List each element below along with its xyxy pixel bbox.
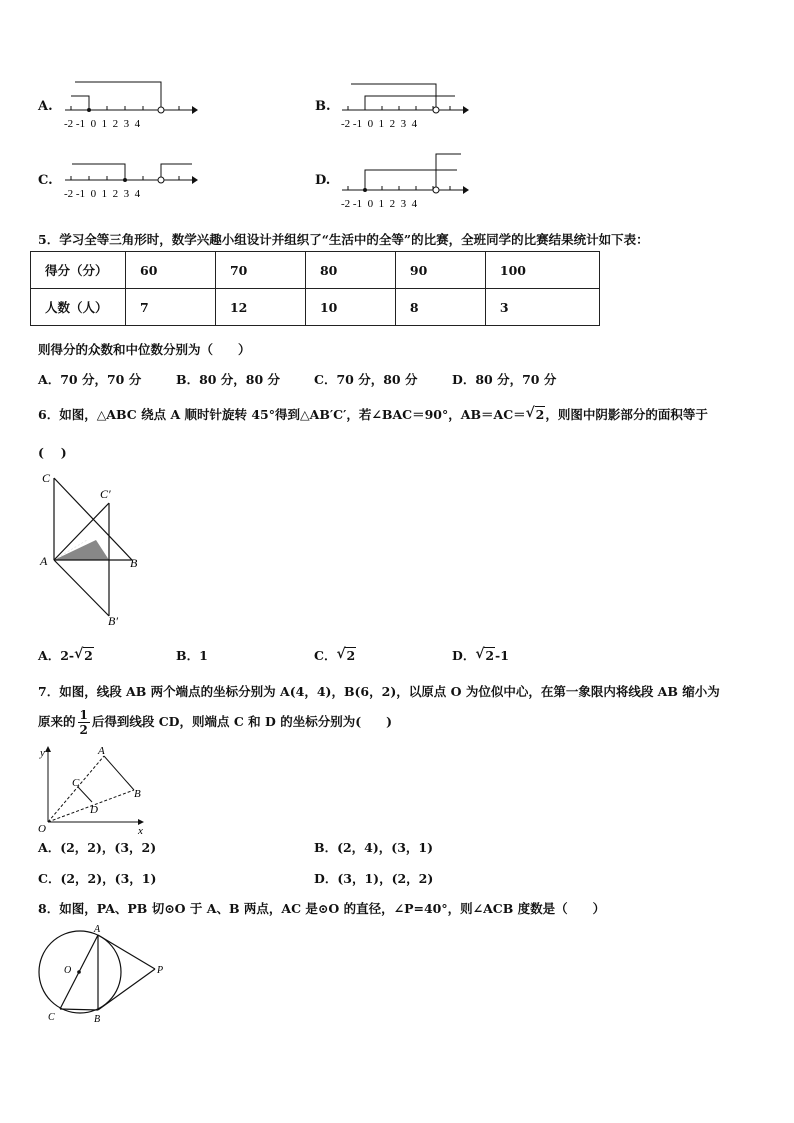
- q8-text: 8．如图，PA、PB 切⊙O 于 A、B 两点，AC 是⊙O 的直径，∠P=40°，则∠ACB 度数是（ ）: [38, 901, 606, 916]
- tick-labels: -2 -1 0 1 2 3 4: [64, 118, 141, 130]
- q8-circle-figure: [30, 922, 175, 1027]
- label-c-prime: C′: [100, 487, 111, 501]
- q7-coordinate-figure: [36, 744, 151, 834]
- tick-labels: -2 -1 0 1 2 3 4: [341, 198, 418, 210]
- table-row: [31, 252, 600, 289]
- q6-paren: ( ): [38, 445, 67, 460]
- q7-option-c: C．(2，2)，(3，1): [38, 871, 157, 886]
- q6-option-b: B．1: [176, 648, 208, 663]
- q5-option-c: C．70 分，80 分: [314, 372, 418, 387]
- label-b-prime: B′: [108, 614, 118, 628]
- table-cell: 8: [395, 289, 485, 326]
- q6-text-before: 6．如图，△ABC 绕点 A 顺时针旋转 45°得到△AB′C′，若∠BAC＝90°，AB＝AC＝: [38, 407, 526, 422]
- label-a: A: [94, 924, 101, 935]
- label-o: O: [38, 823, 46, 834]
- label-d: D: [90, 804, 98, 816]
- fraction-one-half: $\frac{1}{2}$: [79, 708, 88, 737]
- q6-option-d: D． √ 2-1: [452, 646, 509, 663]
- table-cell: 10: [305, 289, 395, 326]
- label-a: A: [98, 745, 105, 757]
- radicand: 2: [535, 407, 545, 422]
- q7-option-b: B．(2，4)，(3，1): [314, 840, 434, 855]
- sqrt-symbol: √ 2: [525, 405, 545, 422]
- label-o: O: [64, 965, 72, 976]
- number-line-c: [60, 150, 200, 208]
- q6-rotation-figure: [36, 468, 151, 630]
- label-c: C: [48, 1012, 55, 1023]
- q5-option-a: A．70 分，70 分: [38, 372, 142, 387]
- label-p: P: [157, 965, 164, 976]
- label-b: B: [130, 556, 138, 570]
- table-cell: 90: [395, 252, 485, 289]
- label-b: B: [134, 788, 141, 800]
- label-c: C: [42, 471, 51, 485]
- q6-option-c: C． √ 2: [314, 646, 356, 663]
- q6-option-a: A．2- √ 2: [38, 646, 93, 663]
- q7-line2: 原来的 $\frac{1}{2}$ 后得到线段 CD，则端点 C 和 D 的坐标分别为( ): [38, 708, 393, 737]
- label-c: C: [72, 777, 80, 789]
- tick-labels: -2 -1 0 1 2 3 4: [341, 118, 418, 130]
- table-cell: 7: [126, 289, 216, 326]
- table-cell: 60: [126, 252, 216, 289]
- q7-option-a: A．(2，2)，(3，2): [38, 840, 157, 855]
- q7-line1: 7．如图，线段 AB 两个端点的坐标分别为 A(4，4)，B(6，2)，以原点 O 为位似中心，在第一象限内将线段 AB 缩小为: [38, 684, 720, 699]
- tick-labels: -2 -1 0 1 2 3 4: [64, 188, 141, 200]
- table-row: [31, 289, 600, 326]
- q7-option-d: D．(3，1)，(2，2): [314, 871, 434, 886]
- number-line-b: [337, 76, 477, 134]
- number-line-a: [60, 76, 200, 134]
- row-header-score: 得分（分）: [31, 252, 126, 289]
- table-cell: 70: [215, 252, 305, 289]
- label-x: x: [138, 825, 143, 834]
- label-a: A: [40, 554, 48, 568]
- table-cell: 3: [485, 289, 599, 326]
- score-table: [30, 251, 600, 326]
- q6-text: [38, 405, 708, 423]
- q5-question: 则得分的众数和中位数分别为（ ）: [38, 342, 251, 357]
- option-a-label: A.: [38, 99, 53, 114]
- table-cell: 100: [485, 252, 599, 289]
- number-line-d: [337, 148, 477, 210]
- table-cell: 12: [215, 289, 305, 326]
- row-header-count: 人数（人）: [31, 289, 126, 326]
- q5-text: 5．学习全等三角形时，数学兴趣小组设计并组织了“生活中的全等”的比赛，全班同学的比赛结果统计如下表：: [38, 232, 649, 247]
- table-cell: 80: [305, 252, 395, 289]
- option-c-label: C.: [38, 173, 53, 188]
- q5-option-d: D．80 分，70 分: [452, 372, 557, 387]
- option-b-label: B.: [315, 99, 331, 114]
- q6-text-after: ，则图中阴影部分的面积等于: [545, 407, 708, 422]
- label-b: B: [94, 1014, 101, 1025]
- option-d-label: D.: [315, 173, 331, 188]
- q5-option-b: B．80 分，80 分: [176, 372, 281, 387]
- label-y: y: [40, 747, 45, 759]
